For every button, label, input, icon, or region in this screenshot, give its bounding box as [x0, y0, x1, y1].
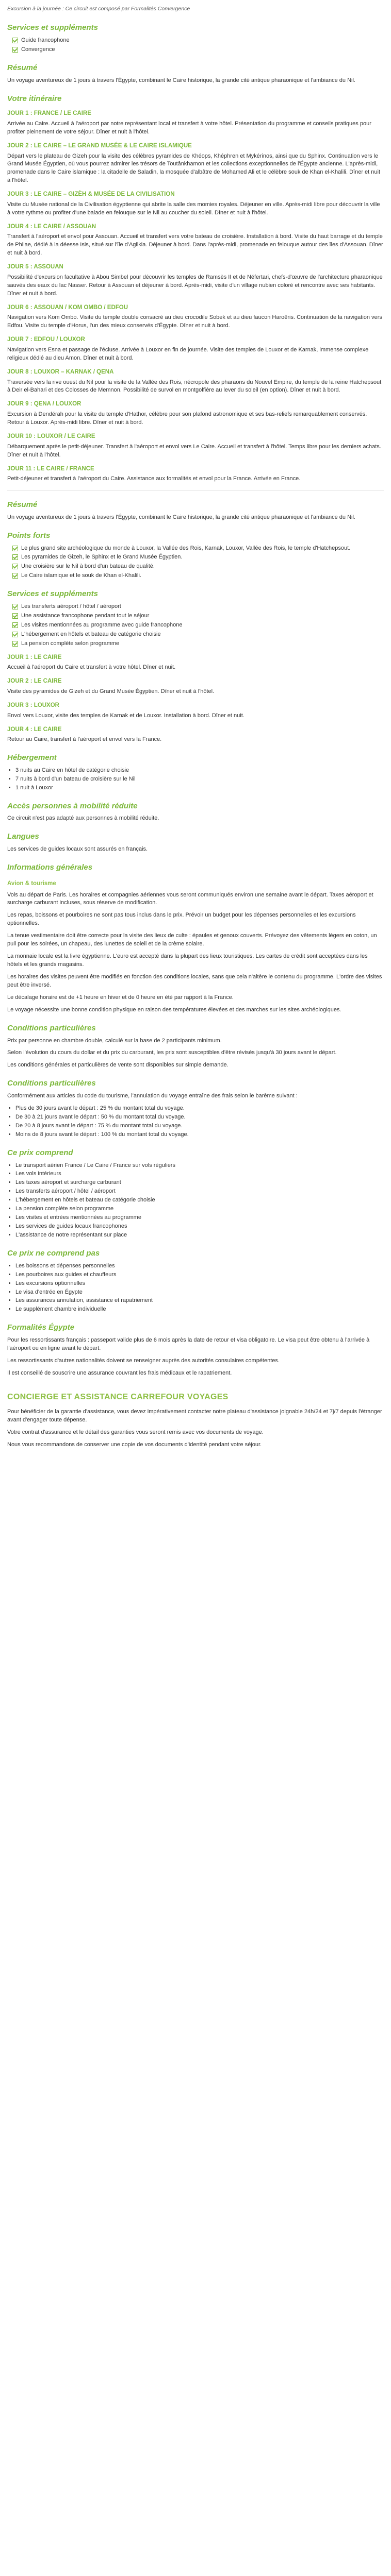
day-title: JOUR 11 : LE CAIRE / FRANCE [7, 465, 94, 472]
list-item: Convergence [12, 46, 384, 54]
day-title: JOUR 4 : LE CAIRE / ASSOUAN [7, 223, 96, 230]
day-text: Retour au Caire, transfert à l'aéroport et envol vers la France. [7, 736, 162, 743]
prix-comprend-list [7, 1162, 384, 1240]
list-item: • La pension complète selon programme [15, 1205, 384, 1213]
assurance-paragraph: Pour bénéficier de la garantie d'assistance, vous devez impérativement contacter notre plateau d'assistance joignable 24h/24 et 7j/7 depuis l'étranger avant d'engager toute dépense. [7, 1409, 382, 1423]
mobility-title: Accès personnes à mobilité réduite [7, 801, 138, 810]
list-item: • Le transport aérien France / Le Caire / France sur vols réguliers [15, 1162, 384, 1170]
info-paragraph: La tenue vestimentaire doit être correcte pour la visite des lieux de culte : épaules et genoux couverts. Prévoyez des vêtements légers en coton, un pull pour les soirées, un chapeau, des lunettes de soleil et de la crème solaire. [7, 933, 377, 947]
list-item: • Moins de 8 jours avant le départ : 100 % du montant total du voyage. [15, 1131, 384, 1139]
formalites-title: Formalités Égypte [7, 1323, 75, 1332]
check-icon [12, 564, 18, 569]
day-text: Visite du Musée national de la Civilisation égyptienne qui abrite la salle des momies royales. Déjeuner en ville. Après-midi libre pour découvrir la ville à votre rythme ou profiter d'une balade en felouque sur le Nil au coucher du soleil. Dîner et nuit à l'hôtel. [7, 201, 380, 216]
conditions-paragraph: Selon l'évolution du cours du dollar et du prix du carburant, les prix sont susceptibles d'être révisés jusqu'à 30 jours avant le départ. [7, 1049, 337, 1056]
list-item: • Les visites et entrées mentionnées au programme [15, 1214, 384, 1222]
info-paragraph: Vols au départ de Paris. Les horaires et compagnies aériennes vous seront communiqués environ une semaine avant le départ. Taxes aéroport et surcharge carburant incluses, sous réserve de modification. [7, 891, 373, 906]
list-item: Le plus grand site archéologique du monde à Louxor, la Vallée des Rois, Karnak, Louxor, Vallée des Rois, le temple d'Hatchepsout. [12, 545, 384, 553]
day-title: JOUR 7 : EDFOU / LOUXOR [7, 336, 85, 343]
list-item: • Les pourboires aux guides et chauffeurs [15, 1271, 384, 1279]
list-item: Une croisière sur le Nil à bord d'un bateau de qualité. [12, 563, 384, 571]
day-text: Petit-déjeuner et transfert à l'aéroport du Caire. Assistance aux formalités et envol pour la France. Arrivée en France. [7, 476, 301, 482]
formalites-paragraph: Pour les ressortissants français : passeport valide plus de 6 mois après la date de retour et visa obligatoire. Le visa peut être obtenu à l'arrivée à l'aéroport ou en ligne avant le départ. [7, 1337, 370, 1352]
assurance-title: CONCIERGE ET ASSISTANCE CARREFOUR VOYAGES [7, 1392, 229, 1401]
day-text: Débarquement après le petit-déjeuner. Transfert à l'aéroport et envol vers Le Caire. Accueil et transfert à l'hôtel. Temps libre pour les derniers achats. Dîner et nuit à l'hôtel. [7, 443, 381, 458]
formalites-paragraph: Il est conseillé de souscrire une assurance couvrant les frais médicaux et le rapatriement. [7, 1369, 232, 1376]
summary-text: Un voyage aventureux de 1 jours à travers l'Égypte, combinant le Caire historique, la grande cité antique pharaonique et l'ambiance du Nil. [7, 514, 355, 520]
prix-ne-comprend-list [7, 1262, 384, 1314]
check-icon [12, 604, 18, 609]
check-icon [12, 47, 18, 53]
points-forts-title: Points forts [7, 531, 51, 540]
day-text: Envol vers Louxor, visite des temples de Karnak et de Louxor. Installation à bord. Dîner et nuit. [7, 712, 245, 719]
info-paragraph: La monnaie locale est la livre égyptienne. L'euro est accepté dans la plupart des lieux touristiques. Les cartes de crédit sont acceptées dans les hôtels et les grands magasins. [7, 953, 368, 968]
list-item: Guide francophone [12, 37, 384, 45]
list-item: • Les taxes aéroport et surcharge carburant [15, 1179, 384, 1187]
day-title: JOUR 5 : ASSOUAN [7, 264, 63, 270]
day-text: Navigation vers Kom Ombo. Visite du temple double consacré au dieu crocodile Sobek et au dieu faucon Haroëris. Continuation de la navigation vers Edfou. Visite du temple d'Horus, l'un des mieux conservés d'Égypte. Dîner et nuit à bord. [7, 314, 382, 329]
info-paragraph: Le décalage horaire est de +1 heure en hiver et de 0 heure en été par rapport à la France. [7, 994, 234, 1001]
day-title: JOUR 1 : FRANCE / LE CAIRE [7, 110, 91, 117]
list-item: La pension complète selon programme [12, 640, 384, 648]
list-item: • Les services de guides locaux francophones [15, 1223, 384, 1231]
assurance-paragraph: Votre contrat d'assurance et le détail des garanties vous seront remis avec vos documents de voyage. [7, 1429, 264, 1435]
list-item: • L'hébergement en hôtels et bateau de catégorie choisie [15, 1196, 384, 1205]
check-icon [12, 622, 18, 628]
list-item: • 7 nuits à bord d'un bateau de croisière sur le Nil [15, 775, 384, 784]
day-text: Accueil à l'aéroport du Caire et transfert à votre hôtel. Dîner et nuit. [7, 664, 176, 671]
check-icon [12, 573, 18, 579]
list-item: • L'assistance de notre représentant sur place [15, 1231, 384, 1240]
itinerary-days [7, 109, 384, 483]
day-text: Navigation vers Esna et passage de l'écluse. Arrivée à Louxor en fin de journée. Visite des temples de Louxor et de Karnak, immense complexe religieux dédié au dieu Amon. Dîner et nuit à bord. [7, 346, 369, 361]
day-text: Excursion à Dendérah pour la visite du temple d'Hathor, célèbre pour son plafond astronomique et ses bas-reliefs remarquablement conservés. Retour à Louxor. Après-midi libre. Dîner et nuit à bord. [7, 411, 367, 426]
resume-title: Résumé [7, 63, 38, 72]
check-icon [12, 613, 18, 619]
list-item: Les pyramides de Gizeh, le Sphinx et le Grand Musée Égyptien. [12, 553, 384, 562]
services-title: Services et suppléments [7, 23, 98, 32]
day-text: Visite des pyramides de Gizeh et du Grand Musée Égyptien. Dîner et nuit à l'hôtel. [7, 688, 215, 695]
list-item: Une assistance francophone pendant tout le séjour [12, 612, 384, 620]
list-item: • Les vols intérieurs [15, 1170, 384, 1178]
day-text: Départ vers le plateau de Gizeh pour la visite des célèbres pyramides de Khéops, Khéphren et Mykérinos, ainsi que du Sphinx. Continuation vers le Grand Musée Égyptien, où vous pourrez admirer les trésors de Toutânkhamon et les collections exceptionnelles de l'Égypte ancienne. L'après-midi, promenade dans le Caire islamique : la citadelle de Saladin, la mosquée d'albâtre de Mohamed Ali et le célèbre souk de Khan el-Khalili. Dîner et nuit à l'hôtel. [7, 152, 381, 184]
divider [7, 490, 384, 491]
conditions2-title: Conditions particulières [7, 1079, 96, 1088]
prix-ne-comprend-title: Ce prix ne comprend pas [7, 1248, 100, 1258]
hebergement-title: Hébergement [7, 753, 57, 762]
cancellation-list [7, 1105, 384, 1139]
langues-text: Les services de guides locaux sont assurés en français. [7, 846, 148, 853]
day-text: Traversée vers la rive ouest du Nil pour la visite de la Vallée des Rois, nécropole des pharaons du Nouvel Empire, du temple de la reine Hatchepsout à Deir el-Bahari et des Colosses de Memnon. Possibilité de survol en montgolfière au lever du soleil (en option). Dîner et nuit à bord. [7, 379, 382, 394]
info-paragraph: Les horaires des visites peuvent être modifiés en fonction des conditions locales, sans que cela n'altère le contenu du programme. L'ordre des visites peut être inversé. [7, 974, 382, 988]
day-text: Arrivée au Caire. Accueil à l'aéroport par notre représentant local et transfert à votre hôtel. Présentation du programme et conseils pratiques pour profiter pleinement de votre séjour. Dîner et nuit à l'hôtel. [7, 120, 371, 135]
list-item: • Les excursions optionnelles [15, 1280, 384, 1288]
points-forts-list [12, 545, 384, 581]
info-paragraph: Les repas, boissons et pourboires ne sont pas tous inclus dans le prix. Prévoir un budget pour les dépenses personnelles et les excursions optionnelles. [7, 912, 356, 927]
itinerary-title: Votre itinéraire [7, 94, 62, 103]
conditions-title: Conditions particulières [7, 1023, 96, 1032]
conditions-paragraph: Prix par personne en chambre double, calculé sur la base de 2 participants minimum. [7, 1037, 222, 1044]
list-item: • De 20 à 8 jours avant le départ : 75 % du montant total du voyage. [15, 1122, 384, 1130]
day-title: JOUR 3 : LOUXOR [7, 702, 59, 708]
list-item: • Plus de 30 jours avant le départ : 25 % du montant total du voyage. [15, 1105, 384, 1113]
conditions-paragraph: Conformément aux articles du code du tourisme, l'annulation du voyage entraîne des frais selon le barème suivant : [7, 1093, 298, 1099]
list-item: • 1 nuit à Louxor [15, 784, 384, 792]
check-icon [12, 38, 18, 43]
list-item: Le Caire islamique et le souk de Khan el-Khalili. [12, 572, 384, 580]
day-title: JOUR 6 : ASSOUAN / KOM OMBO / EDFOU [7, 304, 128, 311]
summary-title: Résumé [7, 500, 38, 510]
infos-title: Informations générales [7, 863, 93, 872]
services-list-title: Services et suppléments [7, 589, 98, 599]
list-item: • Les boissons et dépenses personnelles [15, 1262, 384, 1270]
prix-comprend-title: Ce prix comprend [7, 1148, 73, 1157]
conditions-paragraph: Les conditions générales et particulières de vente sont disponibles sur simple demande. [7, 1062, 229, 1069]
check-icon [12, 554, 18, 560]
day-title: JOUR 3 : LE CAIRE – GIZÈH & MUSÉE DE LA CIVILISATION [7, 191, 175, 198]
hebergement-list [7, 767, 384, 792]
list-item: Les transferts aéroport / hôtel / aéroport [12, 603, 384, 611]
day-title: JOUR 10 : LOUXOR / LE CAIRE [7, 433, 95, 439]
day-text: Possibilité d'excursion facultative à Abou Simbel pour découvrir les temples de Ramsès II et de Néfertari, chefs-d'œuvre de l'architecture pharaonique sauvés des eaux du lac Nasser. Retour à Assouan et déjeuner à bord. Après-midi, visite d'un village nubien coloré et rencontre avec ses habitants. Dîner et nuit à bord. [7, 274, 383, 297]
info-paragraph: Le voyage nécessite une bonne condition physique en raison des températures élevées et des marches sur les sites archéologiques. [7, 1006, 341, 1013]
resume-text: Un voyage aventureux de 1 jours à travers l'Égypte, combinant le Caire historique, la grande cité antique pharaonique et l'ambiance du Nil. [7, 77, 355, 83]
list-item: • Le visa d'entrée en Égypte [15, 1289, 384, 1297]
list-item: L'hébergement en hôtels et bateau de catégorie choisie [12, 631, 384, 639]
check-icon [12, 641, 18, 647]
list-item: • Les transferts aéroport / hôtel / aéroport [15, 1188, 384, 1196]
list-item: • Les assurances annulation, assistance et rapatriement [15, 1297, 384, 1305]
services-list-2 [12, 603, 384, 648]
day-title: JOUR 4 : LE CAIRE [7, 726, 62, 733]
day-title: JOUR 9 : QENA / LOUXOR [7, 401, 82, 408]
day-title: JOUR 2 : LE CAIRE [7, 678, 62, 685]
formalites-paragraph: Les ressortissants d'autres nationalités doivent se renseigner auprès des autorités consulaires compétentes. [7, 1357, 280, 1364]
langues-title: Langues [7, 832, 39, 841]
check-icon [12, 632, 18, 637]
day-title: JOUR 2 : LE CAIRE – LE GRAND MUSÉE & LE CAIRE ISLAMIQUE [7, 142, 192, 149]
intro-text: Excursion à la journée : Ce circuit est composé par Formalités Convergence [7, 6, 190, 12]
list-item: • Le supplément chambre individuelle [15, 1306, 384, 1314]
services-list [12, 37, 384, 54]
list-item: • 3 nuits au Caire en hôtel de catégorie choisie [15, 767, 384, 775]
infos-subtitle: Avion & tourisme [7, 880, 56, 887]
mobility-text: Ce circuit n'est pas adapté aux personnes à mobilité réduite. [7, 815, 159, 822]
day-text: Transfert à l'aéroport et envol pour Assouan. Accueil et transfert vers votre bateau de croisière. Installation à bord. Visite du haut barrage et du temple de Philae, dédié à la déesse Isis, situé sur l'île d'Agilkia. Déjeuner à bord. Dans l'après-midi, promenade en felouque autour des îles d'Assouan. Dîner et nuit à bord. [7, 233, 383, 257]
day-title: JOUR 8 : LOUXOR – KARNAK / QENA [7, 368, 114, 375]
list-item: • De 30 à 21 jours avant le départ : 50 % du montant total du voyage. [15, 1113, 384, 1122]
day-title: JOUR 1 : LE CAIRE [7, 654, 62, 660]
check-icon [12, 546, 18, 551]
assurance-paragraph: Nous vous recommandons de conserver une copie de vos documents d'identité pendant votre séjour. [7, 1441, 262, 1448]
list-item: Les visites mentionnées au programme avec guide francophone [12, 621, 384, 630]
